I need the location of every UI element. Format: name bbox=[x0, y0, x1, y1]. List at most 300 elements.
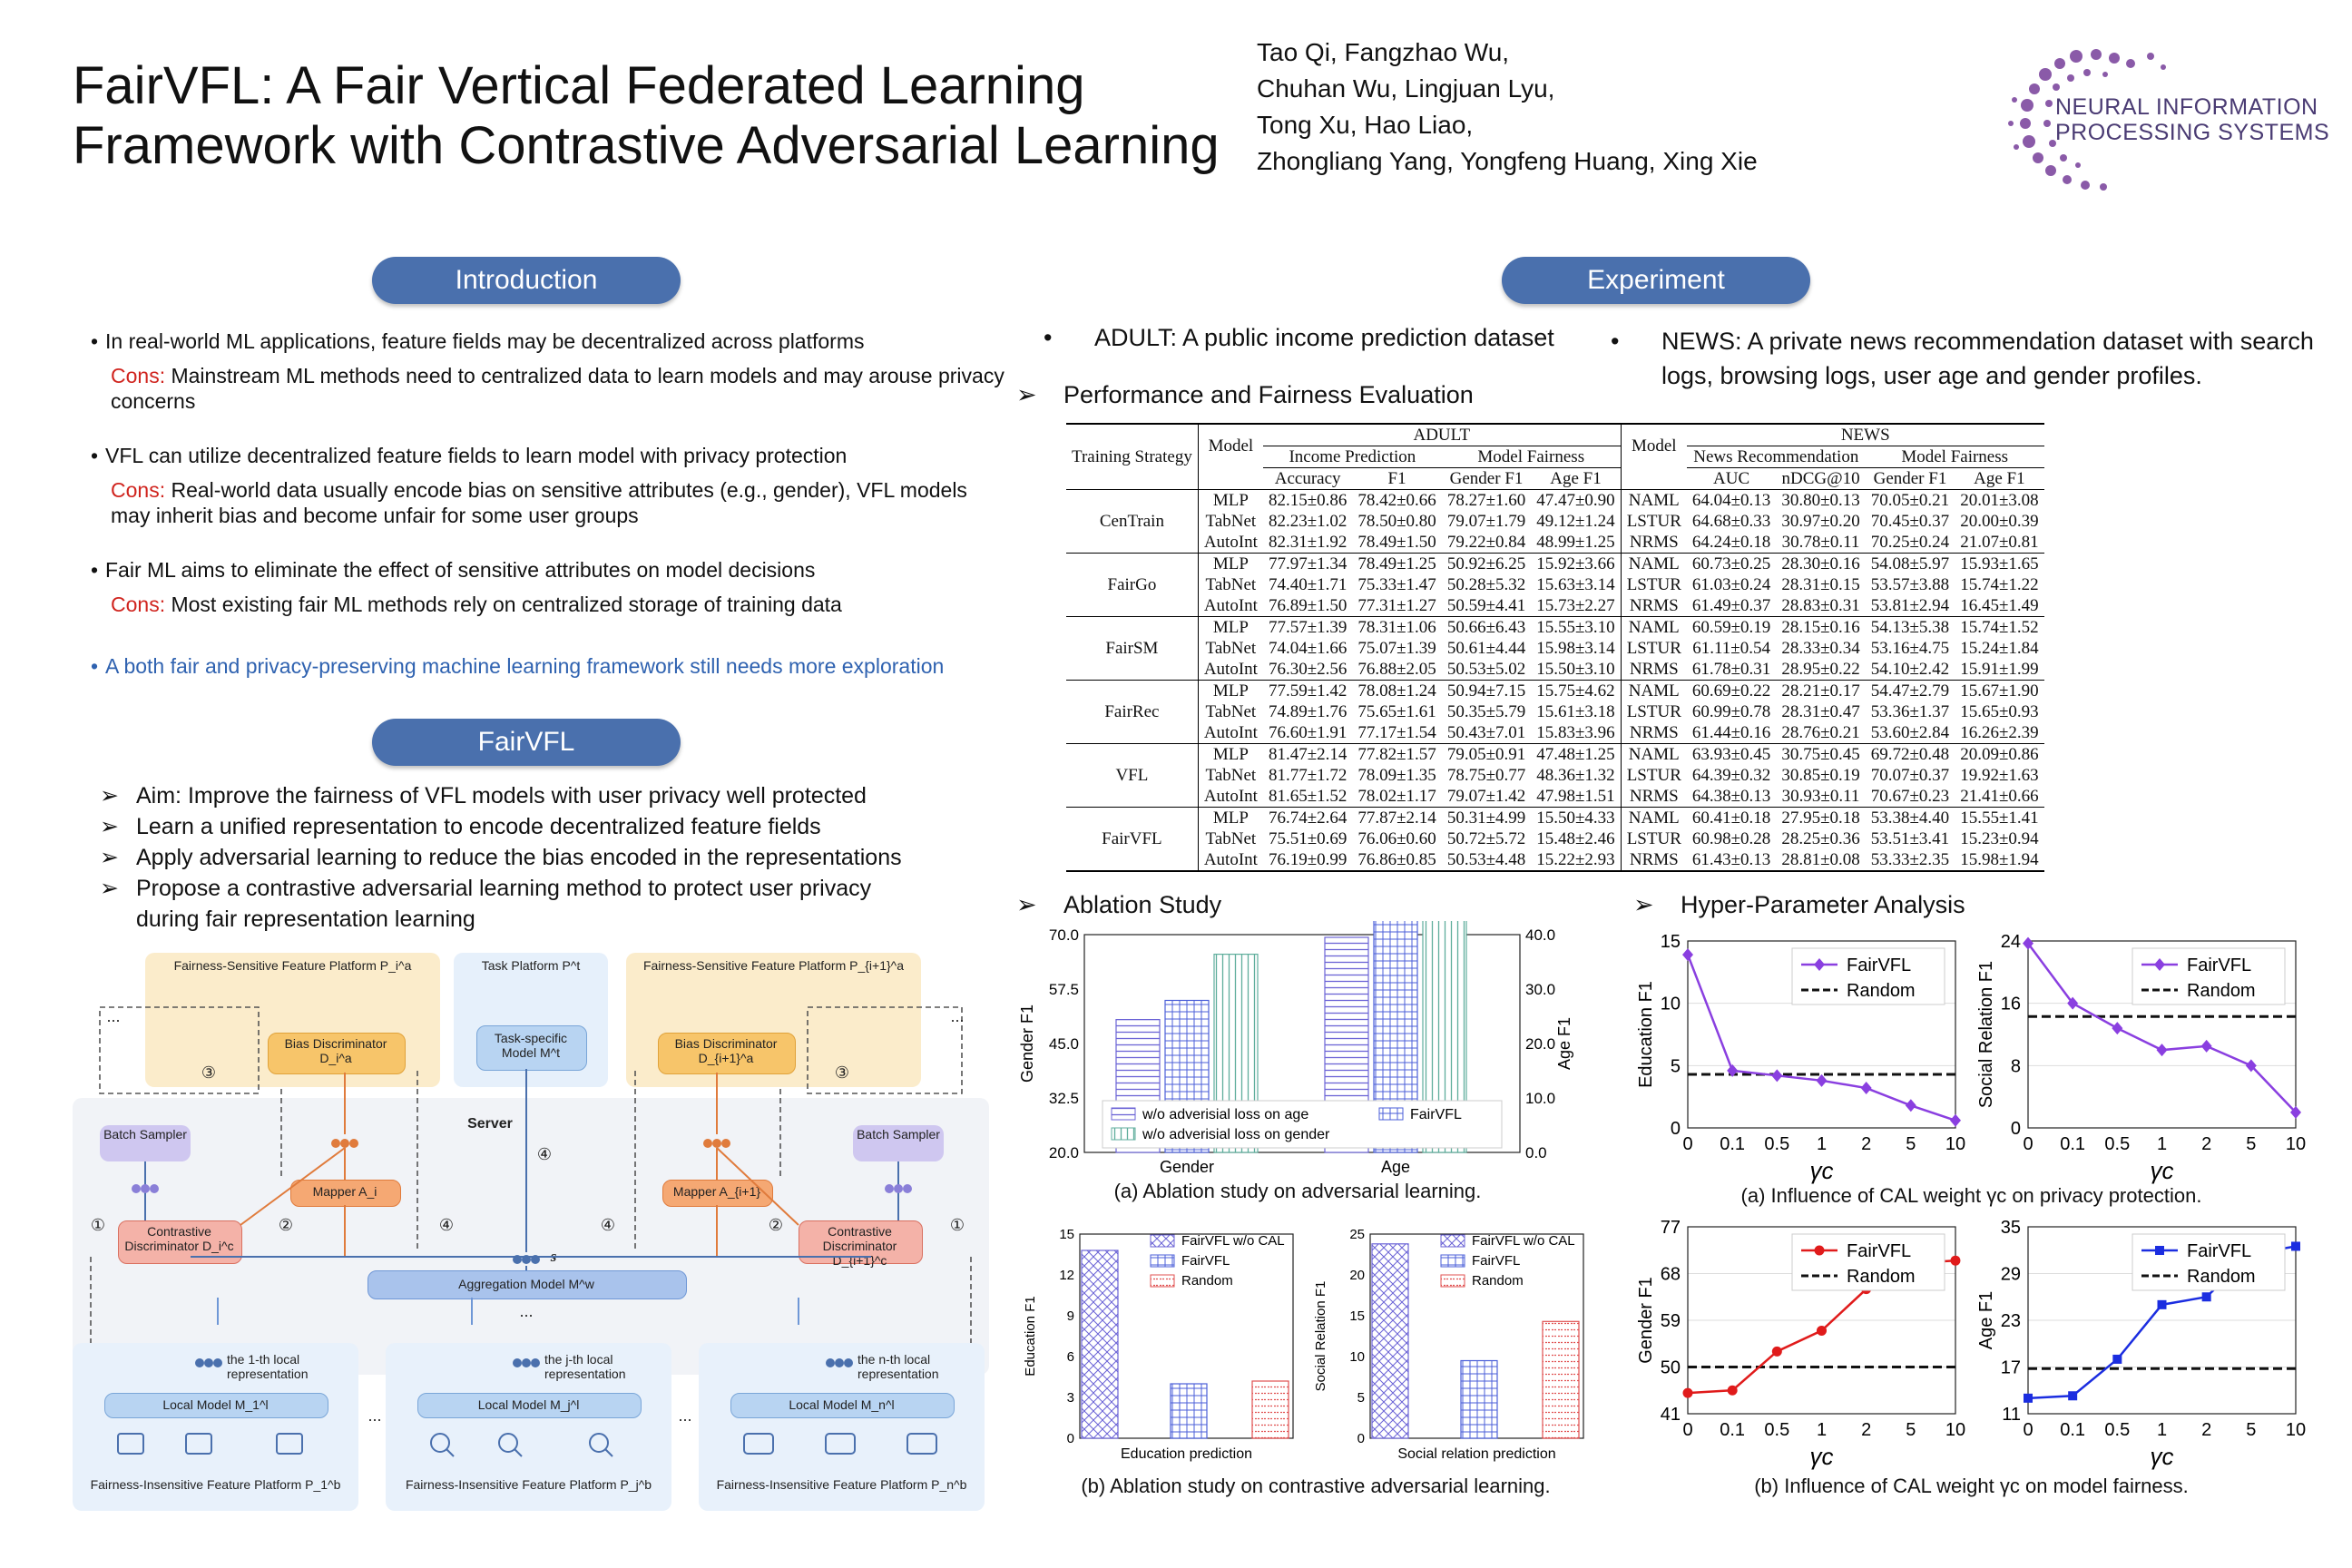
title-line-1: FairVFL: A Fair Vertical Federated Learning bbox=[73, 56, 1085, 115]
value-cell: 30.80±0.13 bbox=[1781, 491, 1860, 510]
x-tick-label: 1 bbox=[2156, 1134, 2168, 1154]
col-auc: AUC bbox=[1713, 469, 1750, 488]
value-cell: 54.10±2.42 bbox=[1870, 660, 1950, 679]
x-tick-label: Age bbox=[1380, 1158, 1411, 1176]
x-tick-label: 0.1 bbox=[1720, 1134, 1746, 1154]
value-cell: 61.11±0.54 bbox=[1692, 639, 1770, 658]
dataset-adult: • ADULT: A public income prediction dataset bbox=[1044, 324, 1554, 351]
table-row bbox=[1066, 574, 2044, 595]
framework-diagram bbox=[73, 953, 989, 1511]
x-tick-label: 0.5 bbox=[1764, 1134, 1790, 1154]
value-cell: 50.53±5.02 bbox=[1446, 660, 1526, 679]
value-cell: 75.33±1.47 bbox=[1357, 575, 1436, 594]
data-point bbox=[2201, 1040, 2212, 1053]
value-cell: 78.49±1.50 bbox=[1357, 533, 1436, 552]
y-tick-label: 68 bbox=[1660, 1264, 1681, 1285]
fairvfl-item: ➢ Learn a unified representation to encode decentralized feature fields bbox=[100, 814, 821, 839]
legend-label: FairVFL bbox=[2187, 1241, 2252, 1261]
highlight-item: • A both fair and privacy-preserving machine learning framework still needs more exploration bbox=[91, 654, 945, 678]
col-spacer bbox=[1198, 468, 1263, 490]
x-tick-label: 0 bbox=[1682, 1134, 1693, 1154]
value-cell: 61.78±0.31 bbox=[1691, 660, 1771, 679]
legend-label: Random bbox=[1181, 1273, 1233, 1289]
value-cell: 60.99±0.78 bbox=[1691, 702, 1771, 721]
value-cell: 82.23±1.02 bbox=[1268, 512, 1348, 531]
legend-label: Random bbox=[2187, 1267, 2256, 1287]
data-point bbox=[1728, 1386, 1738, 1396]
dataset-news: • NEWS: A private news recommendation dataset with search logs, browsing logs, user age and gender profiles. bbox=[1611, 328, 2314, 389]
x-axis-label: γc bbox=[2150, 1157, 2174, 1184]
value-cell: 15.92±3.66 bbox=[1531, 554, 1621, 575]
legend-label: FairVFL bbox=[2187, 956, 2252, 975]
y-tick-label: 32.5 bbox=[1048, 1090, 1079, 1107]
table-row bbox=[1066, 701, 2044, 722]
legend-label: FairVFL bbox=[1472, 1253, 1521, 1269]
value-cell: 53.36±1.37 bbox=[1870, 702, 1950, 721]
table-row bbox=[1066, 828, 2044, 849]
legend-label: Random bbox=[2187, 981, 2256, 1001]
x-tick-label: 0.5 bbox=[1764, 1420, 1790, 1440]
value-cell: 78.49±1.25 bbox=[1357, 554, 1436, 573]
legend-swatch bbox=[1441, 1255, 1465, 1267]
server-label: Server bbox=[467, 1116, 513, 1132]
x-tick-label: 10 bbox=[1945, 1134, 1966, 1154]
hyper-heading: ➢ Hyper-Parameter Analysis bbox=[1633, 891, 1965, 918]
hyper-b-caption: (b) Influence of CAL weight γc on model fairness. bbox=[1754, 1475, 2189, 1497]
value-cell: 78.27±1.60 bbox=[1446, 491, 1526, 510]
model-cell: LSTUR bbox=[1626, 702, 1681, 721]
introduction-heading: Introduction bbox=[372, 257, 681, 304]
value-cell: 50.59±4.41 bbox=[1446, 596, 1526, 615]
cons-item: Cons: Most existing fair ML methods rely on centralized storage of training data bbox=[111, 593, 842, 616]
model-cell: MLP bbox=[1212, 491, 1249, 510]
data-point bbox=[2291, 1241, 2300, 1250]
bullet-item: • In real-world ML applications, feature fields may be decentralized across platforms bbox=[91, 329, 865, 353]
fi-platform-j-label: Fairness-Insensitive Feature Platform P_j^b bbox=[405, 1477, 652, 1492]
local-model-j-label: Local Model M_j^l bbox=[477, 1397, 580, 1412]
model-cell: NRMS bbox=[1629, 660, 1679, 679]
legend-swatch bbox=[1441, 1275, 1465, 1287]
value-cell: 30.93±0.11 bbox=[1781, 787, 1860, 806]
experiment-heading: Experiment bbox=[1502, 257, 1810, 304]
local-rep-j-label: the j-th local representation bbox=[544, 1352, 626, 1381]
value-cell: 15.50±3.10 bbox=[1531, 659, 1621, 681]
value-cell: 79.05±0.91 bbox=[1446, 745, 1526, 764]
neurips-logo-text bbox=[2055, 94, 2329, 145]
value-cell: 21.07±0.81 bbox=[1960, 533, 2039, 552]
value-cell: 54.47±2.79 bbox=[1870, 681, 1950, 701]
value-cell: 28.21±0.17 bbox=[1781, 681, 1860, 701]
y-tick-label: 6 bbox=[1066, 1349, 1074, 1365]
table-row bbox=[1066, 490, 2044, 512]
y-axis-label: Education F1 bbox=[1023, 1296, 1038, 1377]
data-point bbox=[2112, 1355, 2122, 1364]
contrastive-discriminator-right-label: Contrastive Discriminator D_{i+1}^c bbox=[822, 1224, 897, 1268]
value-cell: 76.74±2.64 bbox=[1268, 808, 1348, 828]
table-row bbox=[1066, 659, 2044, 681]
legend-marker bbox=[1815, 1246, 1825, 1256]
y-tick-label: 17 bbox=[2000, 1357, 2021, 1378]
y2-tick-label: 0.0 bbox=[1525, 1144, 1547, 1161]
legend-label: Random bbox=[1847, 981, 1916, 1001]
value-cell: 15.23±0.94 bbox=[1960, 829, 2039, 848]
table-row bbox=[1066, 638, 2044, 659]
value-cell: 15.63±3.14 bbox=[1531, 574, 1621, 595]
col-news: NEWS bbox=[1687, 424, 2044, 446]
value-cell: 15.74±1.52 bbox=[1960, 618, 2039, 637]
x-axis-label: γc bbox=[1809, 1443, 1834, 1470]
value-cell: 15.93±1.65 bbox=[1960, 554, 2039, 573]
x-tick-label: Social relation prediction bbox=[1397, 1446, 1556, 1462]
value-cell: 77.82±1.57 bbox=[1357, 745, 1436, 764]
y-axis-label: Social Relation F1 bbox=[1313, 1280, 1328, 1392]
data-point bbox=[2158, 1300, 2167, 1309]
fairvfl-list bbox=[100, 780, 1007, 935]
legend-label: FairVFL bbox=[1410, 1107, 1462, 1122]
value-cell: 28.25±0.36 bbox=[1781, 829, 1860, 848]
value-cell: 60.98±0.28 bbox=[1691, 829, 1771, 848]
y-tick-label: 10 bbox=[1660, 994, 1681, 1014]
data-point bbox=[1817, 1074, 1828, 1087]
ablation-heading: ➢ Ablation Study bbox=[1016, 891, 1222, 918]
legend-label: FairVFL bbox=[1181, 1253, 1230, 1269]
local-model-1-label: Local Model M_1^l bbox=[162, 1397, 269, 1412]
value-cell: 15.55±1.41 bbox=[1960, 808, 2039, 828]
value-cell: 28.33±0.34 bbox=[1781, 639, 1860, 658]
y-axis-label: Gender F1 bbox=[1636, 1277, 1656, 1364]
data-point bbox=[2024, 1394, 2033, 1403]
model-cell: TabNet bbox=[1205, 766, 1257, 785]
data-point bbox=[2068, 1391, 2077, 1400]
value-cell: 15.73±2.27 bbox=[1531, 595, 1621, 617]
model-cell: NAML bbox=[1628, 554, 1680, 573]
ellipsis: ... bbox=[368, 1406, 382, 1425]
value-cell: 49.12±1.24 bbox=[1531, 511, 1621, 532]
value-cell: 70.05±0.21 bbox=[1870, 491, 1950, 510]
model-cell: LSTUR bbox=[1626, 829, 1681, 848]
value-cell: 15.98±1.94 bbox=[1960, 850, 2039, 869]
x-tick-label: 0.1 bbox=[1720, 1420, 1746, 1440]
data-point bbox=[1906, 1099, 1916, 1112]
y-tick-label: 0 bbox=[1066, 1431, 1074, 1446]
legend-label: FairVFL bbox=[1847, 956, 1912, 975]
value-cell: 53.60±2.84 bbox=[1870, 723, 1950, 742]
value-cell: 50.35±5.79 bbox=[1446, 702, 1526, 721]
step-4-marker: ④ bbox=[536, 1145, 553, 1163]
value-cell: 61.03±0.24 bbox=[1691, 575, 1771, 594]
value-cell: 50.72±5.72 bbox=[1446, 829, 1526, 848]
value-cell: 15.91±1.99 bbox=[1960, 660, 2039, 679]
value-cell: 82.31±1.92 bbox=[1268, 533, 1348, 552]
fi-platform-n-label: Fairness-Insensitive Feature Platform P_n^b bbox=[716, 1477, 967, 1492]
value-cell: 19.92±1.63 bbox=[1960, 766, 2039, 785]
value-cell: 28.15±0.16 bbox=[1781, 618, 1860, 637]
results-body bbox=[1066, 490, 2044, 872]
legend-label: FairVFL w/o CAL bbox=[1472, 1233, 1575, 1249]
y-tick-label: 57.5 bbox=[1048, 981, 1079, 998]
table-row bbox=[1066, 554, 2044, 575]
task-platform-label: Task Platform P^t bbox=[481, 958, 581, 973]
value-cell: 77.31±1.27 bbox=[1357, 596, 1436, 615]
hyper-social-chart bbox=[1974, 930, 2309, 1184]
table-row bbox=[1066, 681, 2044, 702]
y-tick-label: 16 bbox=[2000, 994, 2021, 1014]
value-cell: 30.97±0.20 bbox=[1781, 512, 1860, 531]
value-cell: 74.04±1.66 bbox=[1268, 639, 1348, 658]
step-4-marker: ④ bbox=[600, 1216, 616, 1234]
batch-sampler-left-label: Batch Sampler bbox=[103, 1127, 187, 1142]
hyper-education-chart bbox=[1633, 930, 1969, 1184]
model-cell: AutoInt bbox=[1203, 787, 1258, 806]
y-tick-label: 41 bbox=[1660, 1405, 1681, 1425]
author-line: Chuhan Wu, Lingjuan Lyu, bbox=[1257, 74, 1555, 103]
data-point bbox=[1817, 1326, 1827, 1336]
value-cell: 53.38±4.40 bbox=[1870, 808, 1950, 828]
value-cell: 15.67±1.90 bbox=[1960, 681, 2039, 701]
value-cell: 15.24±1.84 bbox=[1960, 639, 2039, 658]
fs-platform-left-label: Fairness-Sensitive Feature Platform P_i^a bbox=[173, 958, 412, 973]
model-cell: TabNet bbox=[1205, 639, 1257, 658]
step-1-marker: ① bbox=[949, 1216, 965, 1234]
model-cell: AutoInt bbox=[1203, 660, 1258, 679]
x-tick-label: Education prediction bbox=[1121, 1446, 1252, 1462]
x-tick-label: 2 bbox=[2201, 1134, 2212, 1154]
y-tick-label: 3 bbox=[1066, 1390, 1074, 1406]
data-point bbox=[2202, 1292, 2211, 1301]
value-cell: 50.66±6.43 bbox=[1446, 618, 1526, 637]
logo-text-line: PROCESSING SYSTEMS bbox=[2055, 120, 2330, 145]
y-tick-label: 5 bbox=[1357, 1390, 1365, 1406]
value-cell: 76.60±1.91 bbox=[1268, 723, 1348, 742]
col-model-fairness: Model Fairness bbox=[1866, 446, 2044, 468]
ablation-adversarial-chart bbox=[1016, 921, 1579, 1193]
value-cell: 15.48±2.46 bbox=[1531, 828, 1621, 849]
value-cell: 54.13±5.38 bbox=[1870, 618, 1950, 637]
value-cell: 78.09±1.35 bbox=[1357, 766, 1436, 785]
ellipsis: ... bbox=[106, 1007, 121, 1025]
model-cell: AutoInt bbox=[1203, 850, 1258, 869]
value-cell: 16.45±1.49 bbox=[1960, 596, 2039, 615]
model-cell: TabNet bbox=[1205, 512, 1257, 531]
value-cell: 70.67±0.23 bbox=[1870, 787, 1950, 806]
poster-title bbox=[73, 56, 1220, 176]
x-tick-label: 0 bbox=[2023, 1134, 2034, 1154]
mapper-left-label: Mapper A_i bbox=[312, 1184, 377, 1199]
ellipsis: ... bbox=[950, 1007, 965, 1025]
value-cell: 15.74±1.22 bbox=[1960, 575, 2039, 594]
value-cell: 30.85±0.19 bbox=[1781, 766, 1860, 785]
ablation-b-caption: (b) Ablation study on contrastive adversarial learning. bbox=[1081, 1475, 1551, 1497]
col-age-f1: Age F1 bbox=[1974, 469, 2025, 488]
value-cell: 77.97±1.34 bbox=[1268, 554, 1348, 573]
bar bbox=[1171, 1384, 1207, 1438]
value-cell: 28.83±0.31 bbox=[1781, 596, 1860, 615]
step-3-marker: ③ bbox=[201, 1063, 217, 1082]
value-cell: 20.09±0.86 bbox=[1960, 745, 2039, 764]
model-cell: LSTUR bbox=[1626, 575, 1681, 594]
table-row bbox=[1066, 765, 2044, 786]
col-ndcg: nDCG@10 bbox=[1781, 469, 1860, 488]
y-tick-label: 15 bbox=[1349, 1308, 1365, 1324]
author-line: Tong Xu, Hao Liao, bbox=[1257, 111, 1474, 139]
value-cell: 50.94±7.15 bbox=[1446, 681, 1526, 701]
y-tick-label: 20 bbox=[1349, 1268, 1365, 1283]
y2-tick-label: 20.0 bbox=[1525, 1035, 1556, 1053]
legend-swatch bbox=[1112, 1128, 1135, 1140]
contrastive-discriminator-left-label: Contrastive Discriminator D_i^c bbox=[124, 1224, 234, 1253]
cons-label: Cons: bbox=[111, 364, 166, 387]
hyper-a-caption: (a) Influence of CAL weight γc on privacy protection. bbox=[1740, 1184, 2202, 1207]
bias-discriminator-right-label: Bias Discriminator D_{i+1}^a bbox=[674, 1036, 778, 1065]
model-cell: MLP bbox=[1212, 681, 1249, 701]
bar bbox=[1543, 1321, 1579, 1438]
x-tick-label: 2 bbox=[2201, 1420, 2212, 1440]
ablation-education-chart bbox=[1016, 1225, 1307, 1470]
y2-tick-label: 10.0 bbox=[1525, 1090, 1556, 1107]
y-tick-label: 5 bbox=[1670, 1056, 1681, 1077]
value-cell: 76.89±1.50 bbox=[1268, 596, 1348, 615]
value-cell: 28.81±0.08 bbox=[1781, 850, 1860, 869]
table-row bbox=[1066, 786, 2044, 808]
value-cell: 54.08±5.97 bbox=[1870, 554, 1950, 573]
value-cell: 77.17±1.54 bbox=[1357, 723, 1436, 742]
y-tick-label: 77 bbox=[1660, 1218, 1681, 1238]
fairvfl-item: ➢ Apply adversarial learning to reduce the bias encoded in the representations bbox=[100, 845, 902, 870]
value-cell: 53.81±2.94 bbox=[1870, 596, 1950, 615]
model-cell: NAML bbox=[1628, 681, 1680, 701]
value-cell: 30.75±0.45 bbox=[1781, 745, 1860, 764]
y-tick-label: 20.0 bbox=[1048, 1144, 1079, 1161]
value-cell: 50.28±5.32 bbox=[1446, 575, 1526, 594]
y-tick-label: 9 bbox=[1066, 1308, 1074, 1324]
value-cell: 53.33±2.35 bbox=[1870, 850, 1950, 869]
value-cell: 15.65±0.93 bbox=[1960, 702, 2039, 721]
col-model: Model bbox=[1631, 436, 1677, 456]
value-cell: 64.04±0.13 bbox=[1691, 491, 1771, 510]
local-rep-n-label: the n-th local representation bbox=[858, 1352, 939, 1381]
value-cell: 81.77±1.72 bbox=[1268, 766, 1348, 785]
table-row bbox=[1066, 595, 2044, 617]
bullet-item: • Fair ML aims to eliminate the effect of sensitive attributes on model decisions bbox=[91, 558, 816, 582]
author-list bbox=[1257, 34, 1758, 180]
fairvfl-item: ➢ Aim: Improve the fairness of VFL models with user privacy well protected bbox=[100, 783, 867, 808]
value-cell: 63.93±0.45 bbox=[1691, 745, 1771, 764]
value-cell: 60.41±0.18 bbox=[1691, 808, 1771, 828]
col-training-strategy: Training Strategy bbox=[1066, 424, 1198, 490]
x-tick-label: 1 bbox=[2156, 1420, 2168, 1440]
hyper-age-chart bbox=[1974, 1216, 2309, 1470]
legend-swatch bbox=[1441, 1235, 1465, 1247]
logo-text-line: NEURAL INFORMATION bbox=[2055, 94, 2318, 120]
legend-swatch bbox=[1151, 1275, 1174, 1287]
legend-label: w/o adverisial loss on gender bbox=[1142, 1127, 1330, 1142]
model-cell: LSTUR bbox=[1626, 512, 1681, 531]
value-cell: 64.39±0.32 bbox=[1691, 766, 1771, 785]
x-tick-label: 2 bbox=[1861, 1134, 1872, 1154]
legend-marker bbox=[2155, 1246, 2164, 1255]
y-tick-label: 0 bbox=[1357, 1431, 1365, 1446]
bar bbox=[1252, 1381, 1289, 1438]
value-cell: 20.00±0.39 bbox=[1960, 512, 2039, 531]
local-rep-1-label: the 1-th local representation bbox=[227, 1352, 309, 1381]
value-cell: 74.40±1.71 bbox=[1268, 575, 1348, 594]
value-cell: 70.25±0.24 bbox=[1870, 533, 1950, 552]
model-cell: MLP bbox=[1212, 554, 1249, 573]
strategy-cell: FairSM bbox=[1066, 617, 1198, 681]
x-tick-label: Gender bbox=[1159, 1158, 1215, 1176]
x-tick-label: 0 bbox=[2023, 1420, 2034, 1440]
x-axis-label: γc bbox=[2150, 1443, 2174, 1470]
value-cell: 81.47±2.14 bbox=[1268, 745, 1348, 764]
model-cell: MLP bbox=[1212, 808, 1249, 828]
y-tick-label: 50 bbox=[1660, 1357, 1681, 1378]
strategy-cell: FairGo bbox=[1066, 554, 1198, 617]
bar bbox=[1372, 1244, 1408, 1438]
x-tick-label: 5 bbox=[2246, 1420, 2257, 1440]
y2-tick-label: 40.0 bbox=[1525, 926, 1556, 944]
value-cell: 28.95±0.22 bbox=[1781, 660, 1860, 679]
author-line: Tao Qi, Fangzhao Wu, bbox=[1257, 38, 1510, 66]
data-point bbox=[1950, 1114, 1961, 1127]
results-table bbox=[1066, 423, 2044, 872]
value-cell: 76.88±2.05 bbox=[1357, 660, 1436, 679]
x-tick-label: 1 bbox=[1816, 1134, 1828, 1154]
step-2-marker: ② bbox=[278, 1216, 294, 1234]
y-axis-label: Gender F1 bbox=[1018, 1004, 1036, 1083]
value-cell: 15.83±3.96 bbox=[1531, 722, 1621, 744]
col-gender-f1: Gender F1 bbox=[1449, 469, 1524, 488]
y-axis-label: Social Relation F1 bbox=[1976, 960, 1996, 1109]
legend-swatch bbox=[1379, 1108, 1403, 1120]
value-cell: 15.98±3.14 bbox=[1531, 638, 1621, 659]
x-tick-label: 0 bbox=[1682, 1420, 1693, 1440]
x-tick-label: 2 bbox=[1861, 1420, 1872, 1440]
col-income-prediction: Income Prediction bbox=[1263, 446, 1442, 468]
value-cell: 61.43±0.13 bbox=[1691, 850, 1771, 869]
value-cell: 47.98±1.51 bbox=[1531, 786, 1621, 808]
value-cell: 60.73±0.25 bbox=[1691, 554, 1771, 573]
model-cell: NRMS bbox=[1629, 787, 1679, 806]
x-tick-label: 0.1 bbox=[2060, 1134, 2086, 1154]
step-2-marker: ② bbox=[768, 1216, 784, 1234]
value-cell: 64.24±0.18 bbox=[1691, 533, 1771, 552]
value-cell: 70.07±0.37 bbox=[1870, 766, 1950, 785]
title-line-2: Framework with Contrastive Adversarial Learning bbox=[73, 116, 1220, 175]
x-tick-label: 5 bbox=[2246, 1134, 2257, 1154]
model-cell: AutoInt bbox=[1203, 723, 1258, 742]
hyper-gender-chart bbox=[1633, 1216, 1969, 1470]
y2-tick-label: 30.0 bbox=[1525, 981, 1556, 998]
table-row bbox=[1066, 532, 2044, 554]
model-cell: AutoInt bbox=[1203, 596, 1258, 615]
value-cell: 77.59±1.42 bbox=[1268, 681, 1348, 701]
y-tick-label: 59 bbox=[1660, 1311, 1681, 1331]
model-cell: LSTUR bbox=[1626, 639, 1681, 658]
y-tick-label: 10 bbox=[1349, 1349, 1365, 1365]
legend-swatch bbox=[1151, 1235, 1174, 1247]
y-tick-label: 24 bbox=[2000, 932, 2021, 952]
mapper-right-label: Mapper A_{i+1} bbox=[672, 1184, 761, 1199]
model-cell: TabNet bbox=[1205, 575, 1257, 594]
bar bbox=[1461, 1361, 1497, 1439]
model-cell: NRMS bbox=[1629, 596, 1679, 615]
model-cell: NAML bbox=[1628, 491, 1680, 510]
value-cell: 20.01±3.08 bbox=[1960, 491, 2039, 510]
col-news-recommendation: News Recommendation bbox=[1687, 446, 1866, 468]
value-cell: 15.55±3.10 bbox=[1531, 617, 1621, 639]
col-model: Model bbox=[1208, 436, 1254, 456]
data-point bbox=[1772, 1347, 1782, 1357]
